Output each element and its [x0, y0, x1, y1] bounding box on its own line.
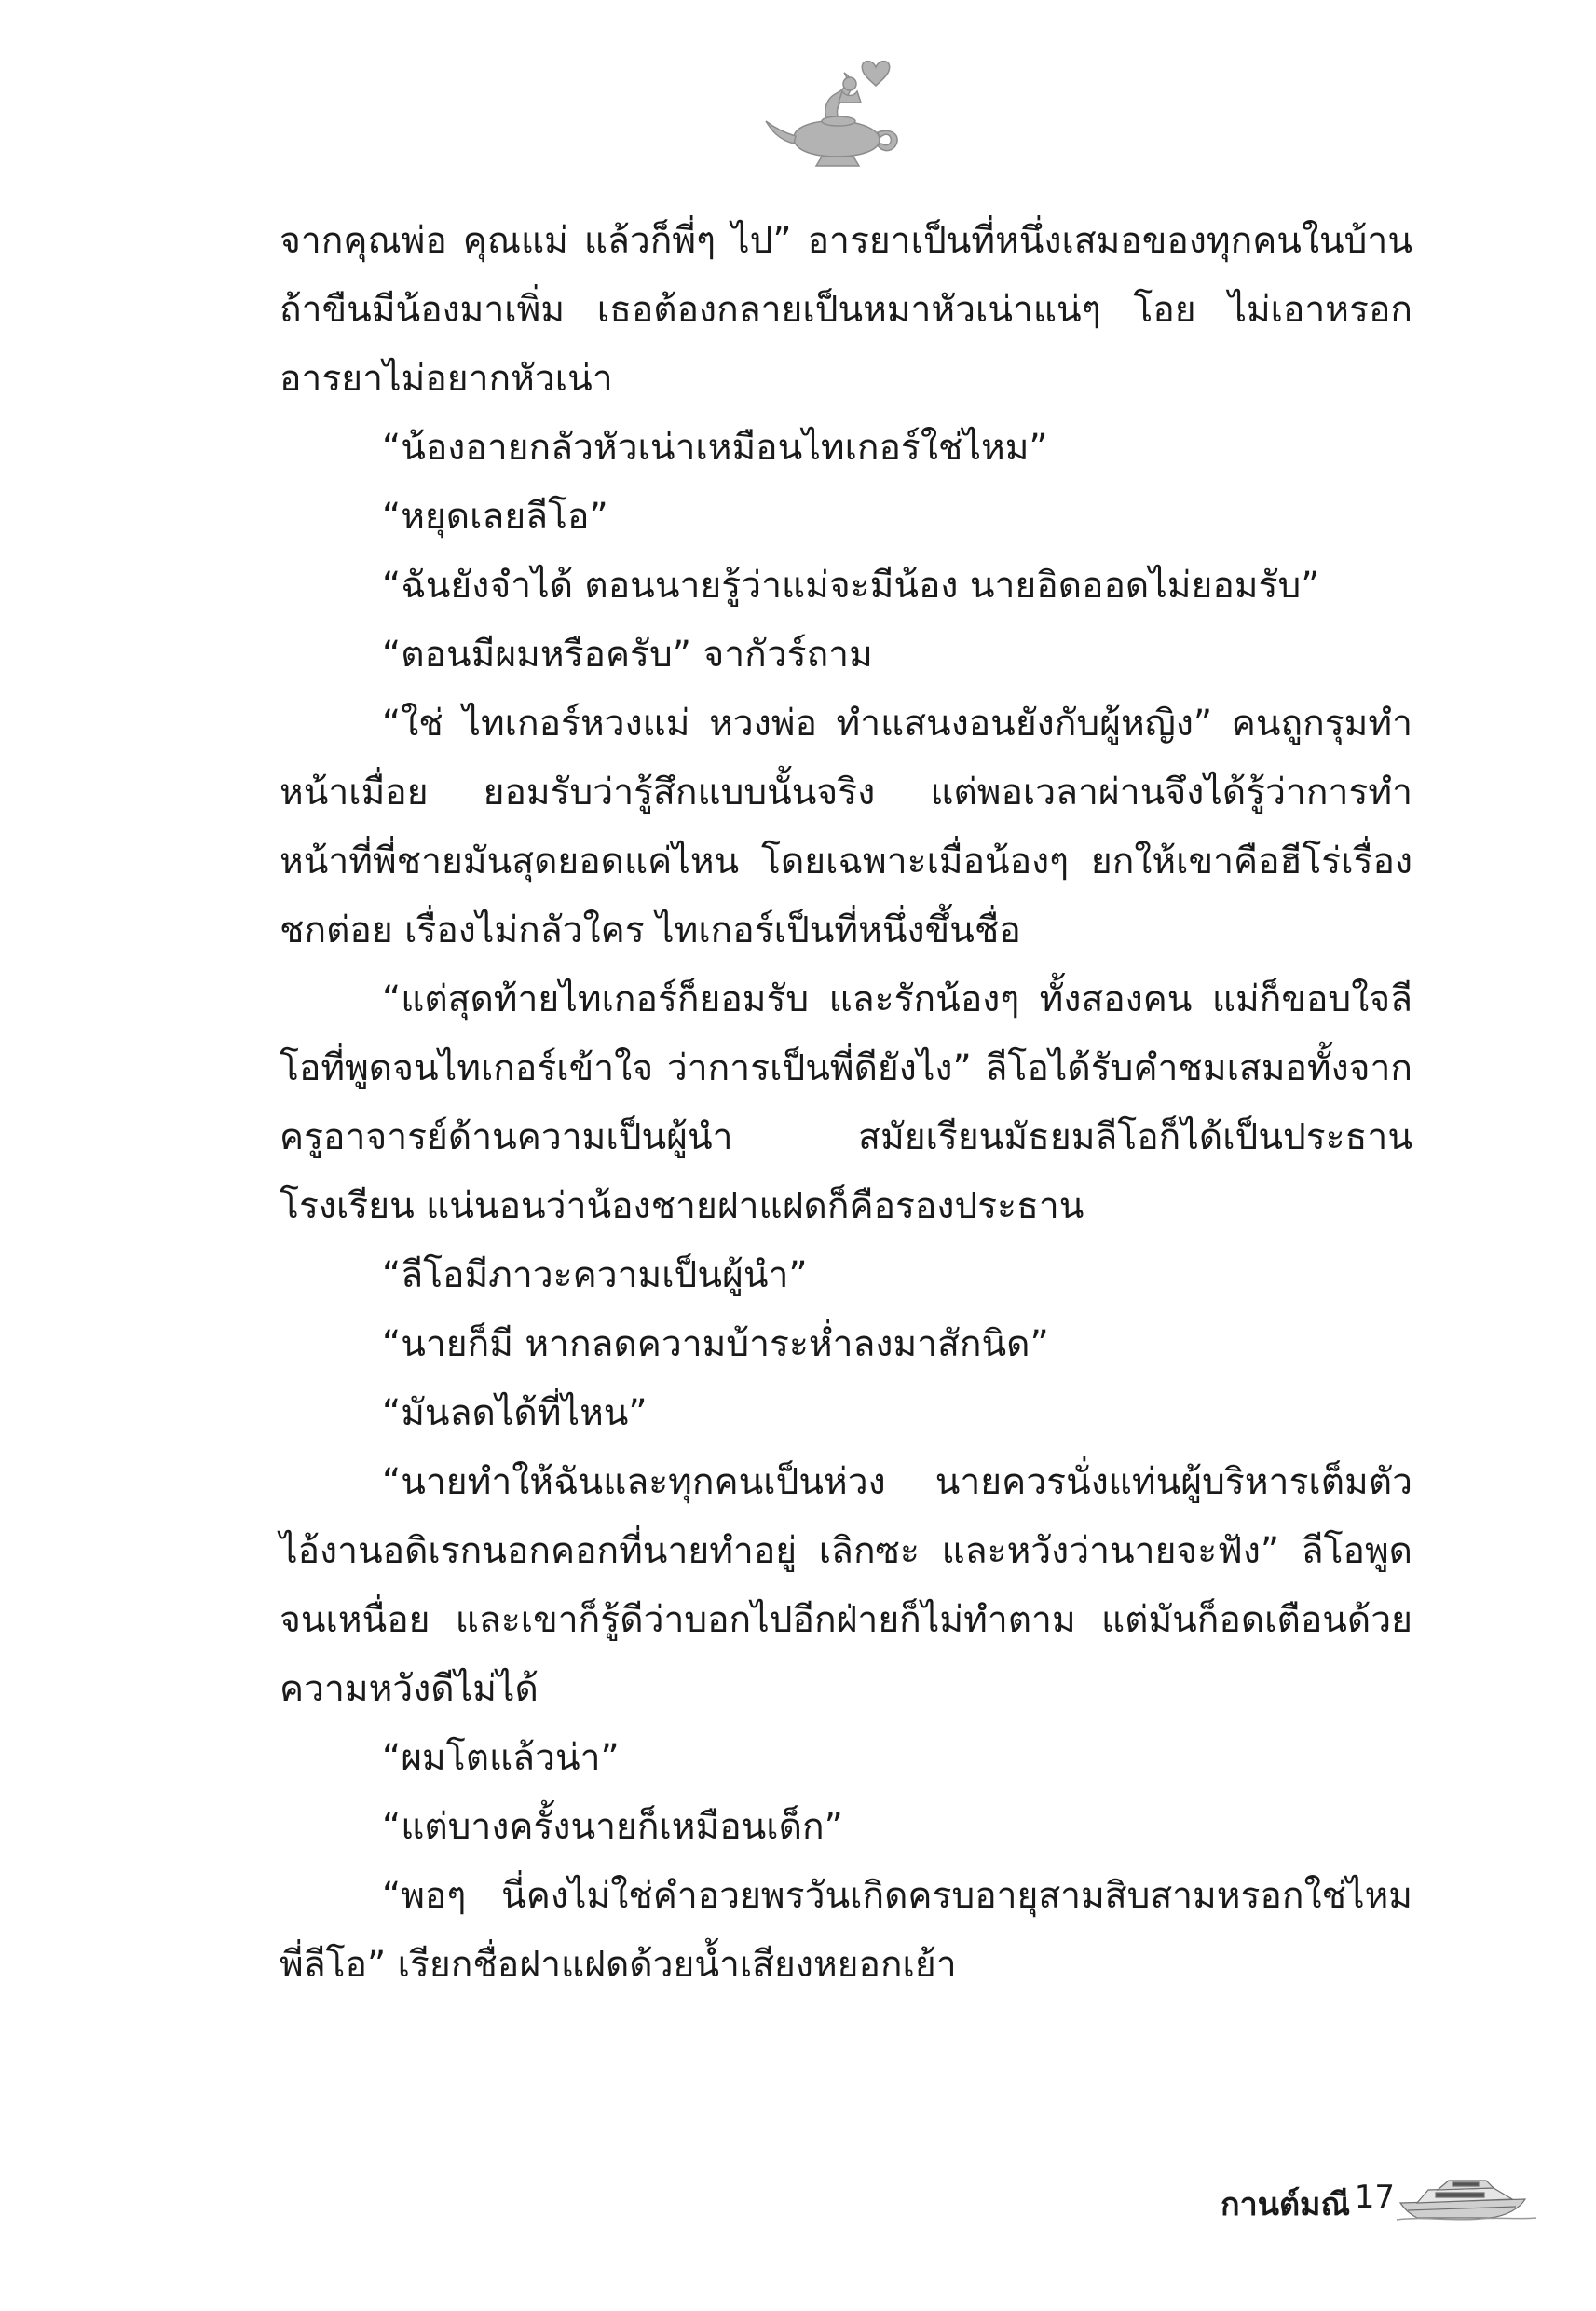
paragraph: “มันลดได้ที่ไหน”	[382, 1392, 648, 1434]
paragraph: “ใช่ ไทเกอร์หวงแม่ หวงพ่อ ทำแสนงอนยังกับผู้หญิง” คนถูกรุมทำหน้าเมื่อย ยอมรับว่ารู้สึกแบบนั้นจริง แต่พอเวลาผ่านจึงได้รู้ว่าการทำหน้าที่พี่ชายมันสุดยอดแค่ไหน โดยเฉพาะเมื่อน้องๆ ยกให้เขาคือฮีโร่เรื่องชกต่อย เรื่องไม่กลัวใคร ไทเกอร์เป็นที่หนึ่งขึ้นชื่อ	[280, 703, 1412, 951]
paragraph: “น้องอายกลัวหัวเน่าเหมือนไทเกอร์ใช่ไหม”	[382, 427, 1048, 469]
genie-lamp-icon	[757, 47, 915, 177]
yacht-icon	[1397, 2167, 1536, 2223]
page-number: 17	[1354, 2179, 1395, 2216]
paragraph: “แต่บางครั้งนายก็เหมือนเด็ก”	[382, 1806, 843, 1848]
paragraph: “ฉันยังจำได้ ตอนนายรู้ว่าแม่จะมีน้อง นายอิดออดไม่ยอมรับ”	[382, 565, 1320, 607]
page-footer	[1071, 2164, 1536, 2238]
paragraph: “หยุดเลยลีโอ”	[382, 496, 608, 538]
paragraph: “ผมโตแล้วน่า”	[382, 1737, 620, 1779]
paragraph: “ตอนมีผมหรือครับ” จากัวร์ถาม	[382, 634, 873, 676]
paragraph: “นายก็มี หากลดความบ้าระห่ำลงมาสักนิด”	[382, 1323, 1049, 1365]
paragraph: “ลีโอมีภาวะความเป็นผู้นำ”	[382, 1254, 808, 1296]
paragraph: “พอๆ นี่คงไม่ใช่คำอวยพรวันเกิดครบอายุสามสิบสามหรอกใช่ไหมพี่ลีโอ” เรียกชื่อฝาแฝดด้วยน้ำเสียงหยอกเย้า	[280, 1875, 1412, 1986]
paragraph: จากคุณพ่อ คุณแม่ แล้วก็พี่ๆ ไป” อารยาเป็นที่หนึ่งเสมอของทุกคนในบ้าน ถ้าขืนมีน้องมาเพิ่ม เธอต้องกลายเป็นหมาหัวเน่าแน่ๆ โอย ไม่เอาหรอก อารยาไม่อยากหัวเน่า	[280, 220, 1412, 400]
paragraph: “นายทำให้ฉันและทุกคนเป็นห่วง นายควรนั่งแท่นผู้บริหารเต็มตัว ไอ้งานอดิเรกนอกคอกที่นายทำอยู่ เลิกซะ และหวังว่านายจะฟัง” ลีโอพูดจนเหนื่อย และเขาก็รู้ดีว่าบอกไปอีกฝ่ายก็ไม่ทำตาม แต่มันก็อดเตือนด้วยความหวังดีไม่ได้	[280, 1461, 1412, 1710]
author-name: กานต์มณี	[1221, 2186, 1350, 2223]
story-text	[280, 207, 1412, 2000]
paragraph: “แต่สุดท้ายไทเกอร์ก็ยอมรับ และรักน้องๆ ทั้งสองคน แม่ก็ขอบใจลีโอที่พูดจนไทเกอร์เข้าใจ ว่าการเป็นพี่ดียังไง” ลีโอได้รับคำชมเสมอทั้งจากครูอาจารย์ด้านความเป็นผู้นำ สมัยเรียนมัธยมลีโอก็ได้เป็นประธานโรงเรียน แน่นอนว่าน้องชายฝาแฝดก็คือรองประธาน	[280, 978, 1412, 1227]
